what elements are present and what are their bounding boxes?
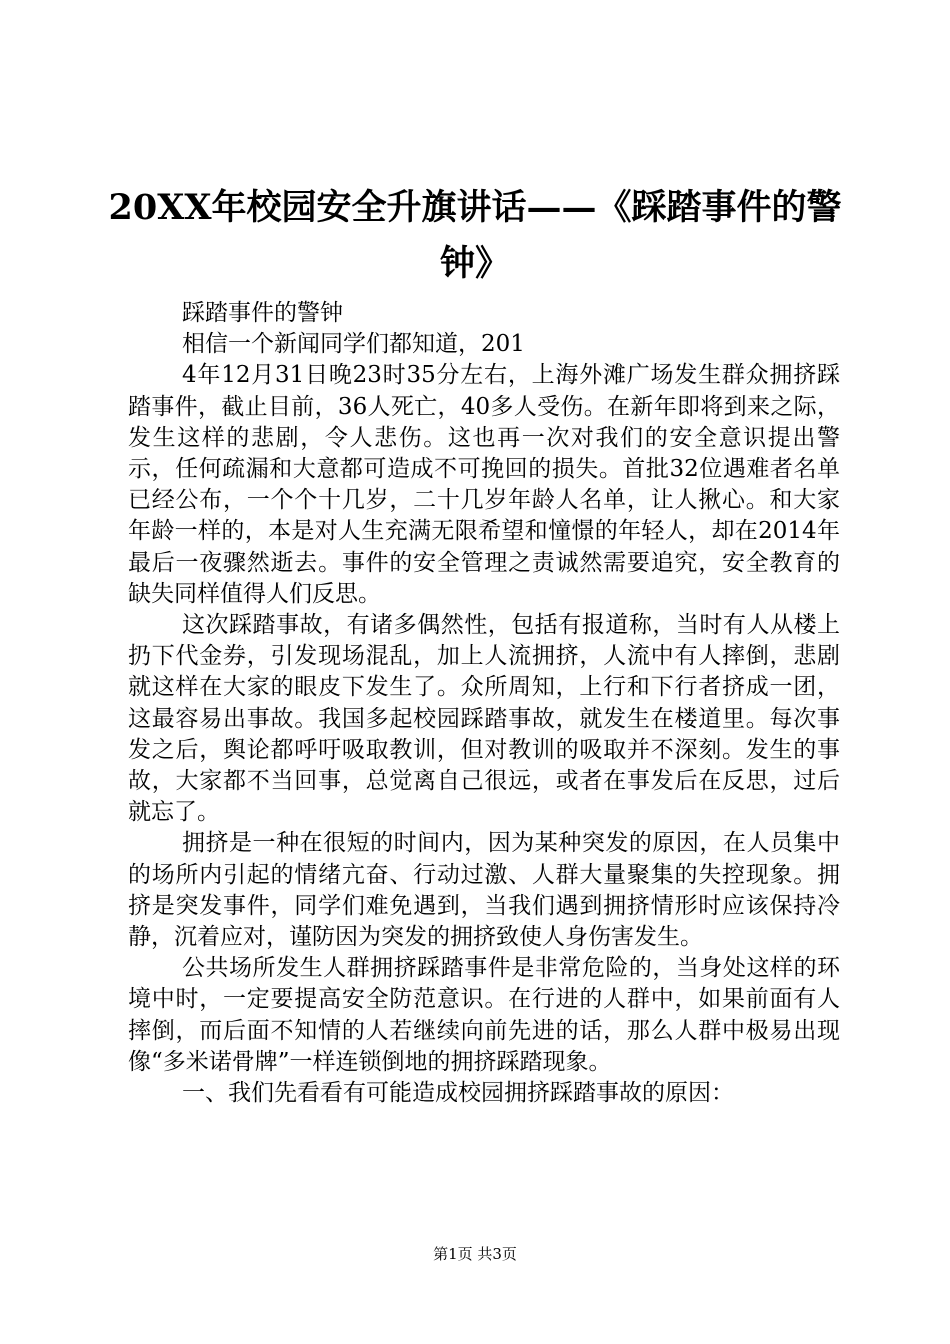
document-title: 20XX年校园安全升旗讲话——《踩踏事件的警钟》: [108, 187, 842, 284]
paragraph-subtitle: 踩踏事件的警钟: [182, 300, 343, 326]
paragraph-event: 4年12月31日晚23时35分左右，上海外滩广场发生群众拥挤踩踏事件，截止目前，36人死亡，40多人受伤。在新年即将到来之际，发生这样的悲剧，令人悲伤。这也再一次对我们的安全意识提出警示，任何疏漏和大意都可造成不可挽回的损失。首批32位遇难者名单已经公布，一个个十几岁，二十几岁年龄人名单，让人揪心。和大家年龄一样的，本是对人生充满无限希望和憧憬的年轻人，却在2014年最后一夜骤然逝去。事件的安全管理之责诚然需要追究，安全教育的缺失同样值得人们反思。: [128, 362, 840, 607]
page-footer: 第1页 共3页: [433, 1245, 517, 1263]
paragraph-accident: 这次踩踏事故，有诸多偶然性，包括有报道称，当时有人从楼上扔下代金券，引发现场混乱，加上人流拥挤，人流中有人摔倒，悲剧就这样在大家的眼皮下发生了。众所周知，上行和下行者挤成一团，这最容易出事故。我国多起校园踩踏事故，就发生在楼道里。每次事发之后，舆论都呼吁吸取教训，但对教训的吸取并不深刻。发生的事故，大家都不当回事，总觉离自己很远，或者在事发后在反思，过后就忘了。: [128, 612, 840, 826]
paragraph-danger: 公共场所发生人群拥挤踩踏事件是非常危险的，当身处这样的环境中时，一定要提高安全防范意识。在行进的人群中，如果前面有人摔倒，而后面不知情的人若继续向前先进的话，那么人群中极易出现像“多米诺骨牌”一样连锁倒地的拥挤踩踏现象。: [128, 955, 840, 1075]
document-body: [128, 298, 840, 1109]
paragraph-intro: 相信一个新闻同学们都知道，201: [182, 331, 525, 358]
paragraph-section-one: 一、我们先看看有可能造成校园拥挤踩踏事故的原因：: [182, 1080, 734, 1107]
paragraph-crowding: 拥挤是一种在很短的时间内，因为某种突发的原因，在人员集中的场所内引起的情绪亢奋、行动过激、人群大量聚集的失控现象。拥挤是突发事件，同学们难免遇到，当我们遇到拥挤情形时应该保持冷静，沉着应对，谨防因为突发的拥挤致使人身伤害发生。: [128, 830, 840, 951]
